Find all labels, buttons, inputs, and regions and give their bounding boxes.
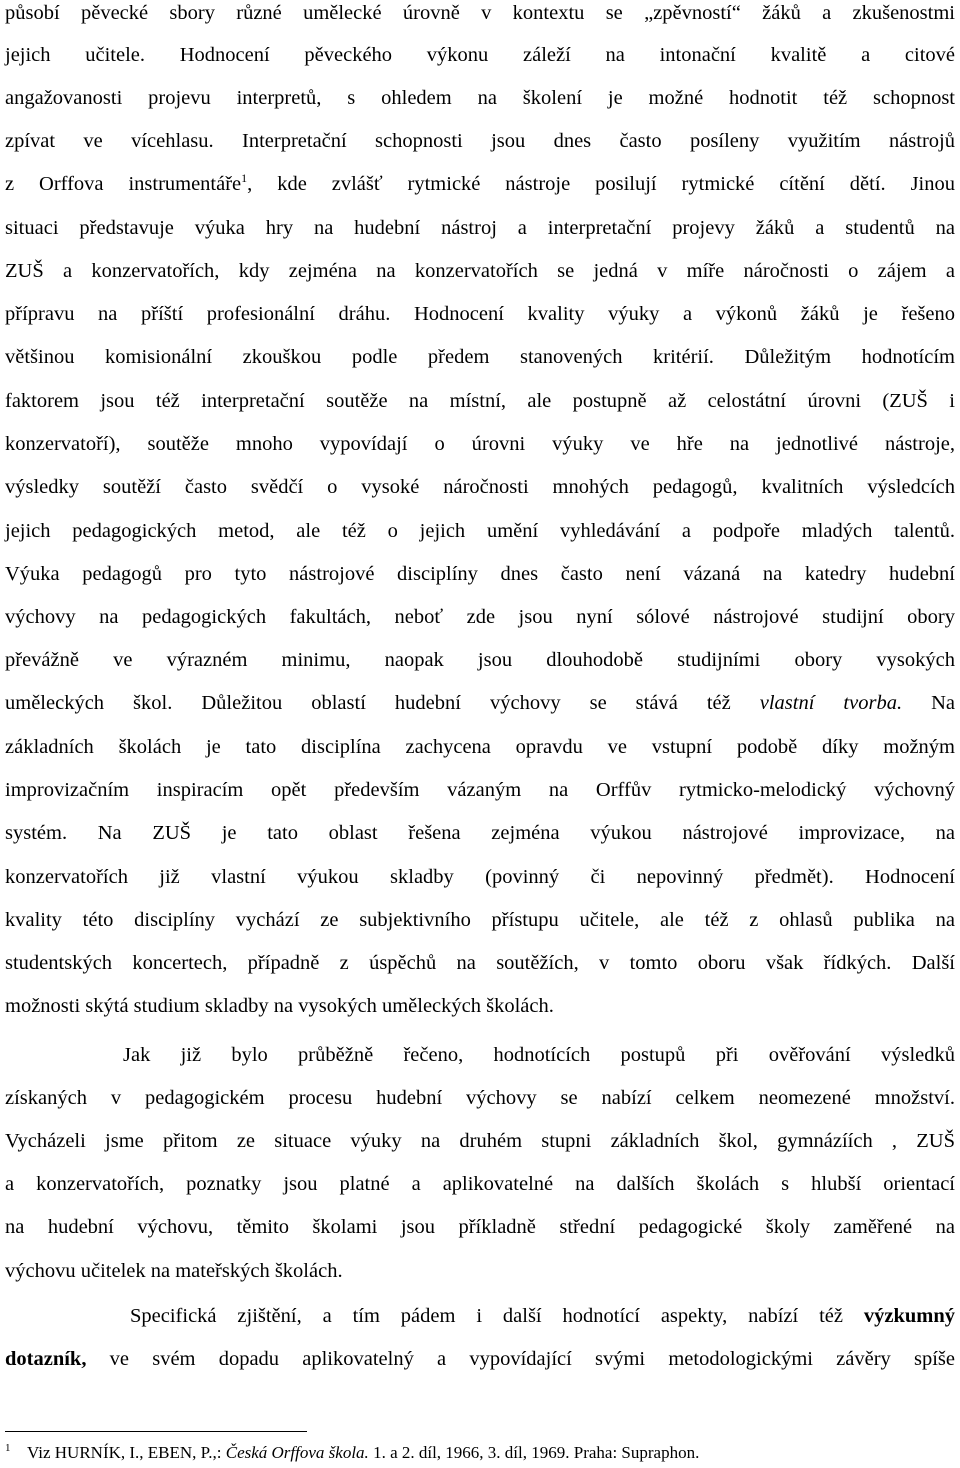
text-line	[5, 1301, 955, 1331]
text-line: výsledky soutěží často svědčí o vysoké náročnosti mnohých pedagogů, kvalitních výsledcích	[5, 476, 955, 498]
footnote: 1 Viz HURNÍK, I., EBEN, P.,: Česká Orffova škola. 1. a 2. díl, 1966, 3. díl, 1969. Praha: Supraphon.	[5, 1442, 700, 1462]
text-run: zpívat ve vícehlasu.	[5, 130, 214, 152]
text-line	[5, 1344, 955, 1374]
text-line	[5, 688, 955, 718]
text-line: možnosti skýtá studium skladby na vysokých uměleckých školách.	[5, 995, 554, 1017]
text-run: Interpretační schopnosti jsou dnes často posíleny využitím nástrojů	[242, 130, 956, 152]
text-run: uměleckých škol. Důležitou oblastí hudební výchovy se stává též	[5, 692, 760, 714]
text-line	[5, 126, 955, 156]
text-line: Vycházeli jsme přitom ze situace výuky na druhém stupni základních škol, gymnázíích , ZUŠ	[5, 1130, 955, 1152]
text-line: kvality této disciplíny vychází ze subjektivního přístupu učitele, ale též z ohlasů publika na	[5, 909, 955, 931]
text-line: faktorem jsou též interpretační soutěže na místní, ale postupně až celostátní úrovni (ZUŠ i	[5, 390, 955, 412]
text-line: ZUŠ a konzervatořích, kdy zejména na konzervatořích se jedná v míře náročnosti o zájem a	[5, 260, 955, 282]
text-line: převážně ve výrazném minimu, naopak jsou dlouhodobě studijními obory vysokých	[5, 649, 955, 671]
text-run: z Orffova instrumentáře	[5, 173, 242, 195]
text-line: jejich pedagogických metod, ale též o jejich umění vyhledávání a podpoře mladých talentů.	[5, 520, 955, 542]
text-line: improvizačním inspiracím opět především vázaným na Orffův rytmicko-melodický výchovný	[5, 779, 955, 801]
text-line: jejich učitele. Hodnocení pěveckého výkonu záleží na intonační kvalitě a citové	[5, 44, 955, 66]
text-line	[5, 169, 955, 199]
text-line: konzervatoří), soutěže mnoho vypovídají o úrovni výuky ve hře na jednotlivé nástroje,	[5, 433, 955, 455]
text-line: získaných v pedagogickém procesu hudební výchovy se nabízí celkem neomezené množství.	[5, 1087, 955, 1109]
text-line: Výuka pedagogů pro tyto nástrojové disciplíny dnes často není vázaná na katedry hudební	[5, 563, 955, 585]
text-line: na hudební výchovu, těmito školami jsou příkladně střední pedagogické školy zaměřené na	[5, 1216, 955, 1238]
text-line: výchovy na pedagogických fakultách, neboť zde jsou nyní sólové nástrojové studijní obory	[5, 606, 955, 628]
text-line: angažovanosti projevu interpretů, s ohledem na školení je možné hodnotit též schopnost	[5, 87, 955, 109]
text-run: Specifická zjištění, a tím pádem i další hodnotící aspekty, nabízí též	[130, 1305, 864, 1327]
text-run: , kde zvlášť rytmické nástroje posilují rytmické cítění dětí.	[247, 173, 886, 195]
text-run: Jinou	[910, 173, 956, 195]
text-line: základních školách je tato disciplína zachycena opravdu ve vstupní podobě díky možným	[5, 736, 955, 758]
text-line: situaci představuje výuka hry na hudební nástroj a interpretační projevy žáků a studentů na	[5, 217, 955, 239]
text-line: studentských koncertech, případně z úspěchů na soutěžích, v tomto oboru však řídkých. Další	[5, 952, 955, 974]
text-line: výchovu učitelek na mateřských školách.	[5, 1260, 343, 1282]
text-line: konzervatořích již vlastní výukou skladby (povinný či nepovinný předmět). Hodnocení	[5, 866, 955, 888]
text-line: většinou komisionální zkouškou podle předem stanovených kritérií. Důležitým hodnotícím	[5, 346, 955, 368]
footnote-reference: 1	[241, 171, 248, 186]
bold-term: výzkumný	[863, 1305, 955, 1327]
text-line: působí pěvecké sbory různé umělecké úrovně v kontextu se „zpěvností“ žáků a zkušenostmi	[5, 2, 955, 24]
text-run: Na	[902, 692, 956, 714]
text-run: ve svém dopadu aplikovatelný a vypovídající svými metodologickými závěry spíše	[86, 1348, 955, 1370]
text-line: systém. Na ZUŠ je tato oblast řešena zejména výukou nástrojové improvizace, na	[5, 822, 955, 844]
text-line: přípravu na příští profesionální dráhu. Hodnocení kvality výuky a výkonů žáků je řešeno	[5, 303, 955, 325]
footnote-text: 1. a 2. díl, 1966, 3. díl, 1969. Praha: Supraphon.	[368, 1443, 700, 1462]
text-line: Jak již bylo průběžně řečeno, hodnotících postupů při ověřování výsledků	[123, 1044, 955, 1066]
footnote-title: Česká Orffova škola.	[225, 1443, 369, 1462]
text-line: a konzervatořích, poznatky jsou platné a aplikovatelné na dalších školách s hlubší orientací	[5, 1173, 955, 1195]
footnote-separator	[5, 1431, 307, 1432]
footnote-text: Viz HURNÍK, I., EBEN, P.,:	[27, 1443, 226, 1462]
bold-term: dotazník,	[5, 1348, 87, 1370]
italic-term: vlastní tvorba.	[759, 692, 903, 714]
